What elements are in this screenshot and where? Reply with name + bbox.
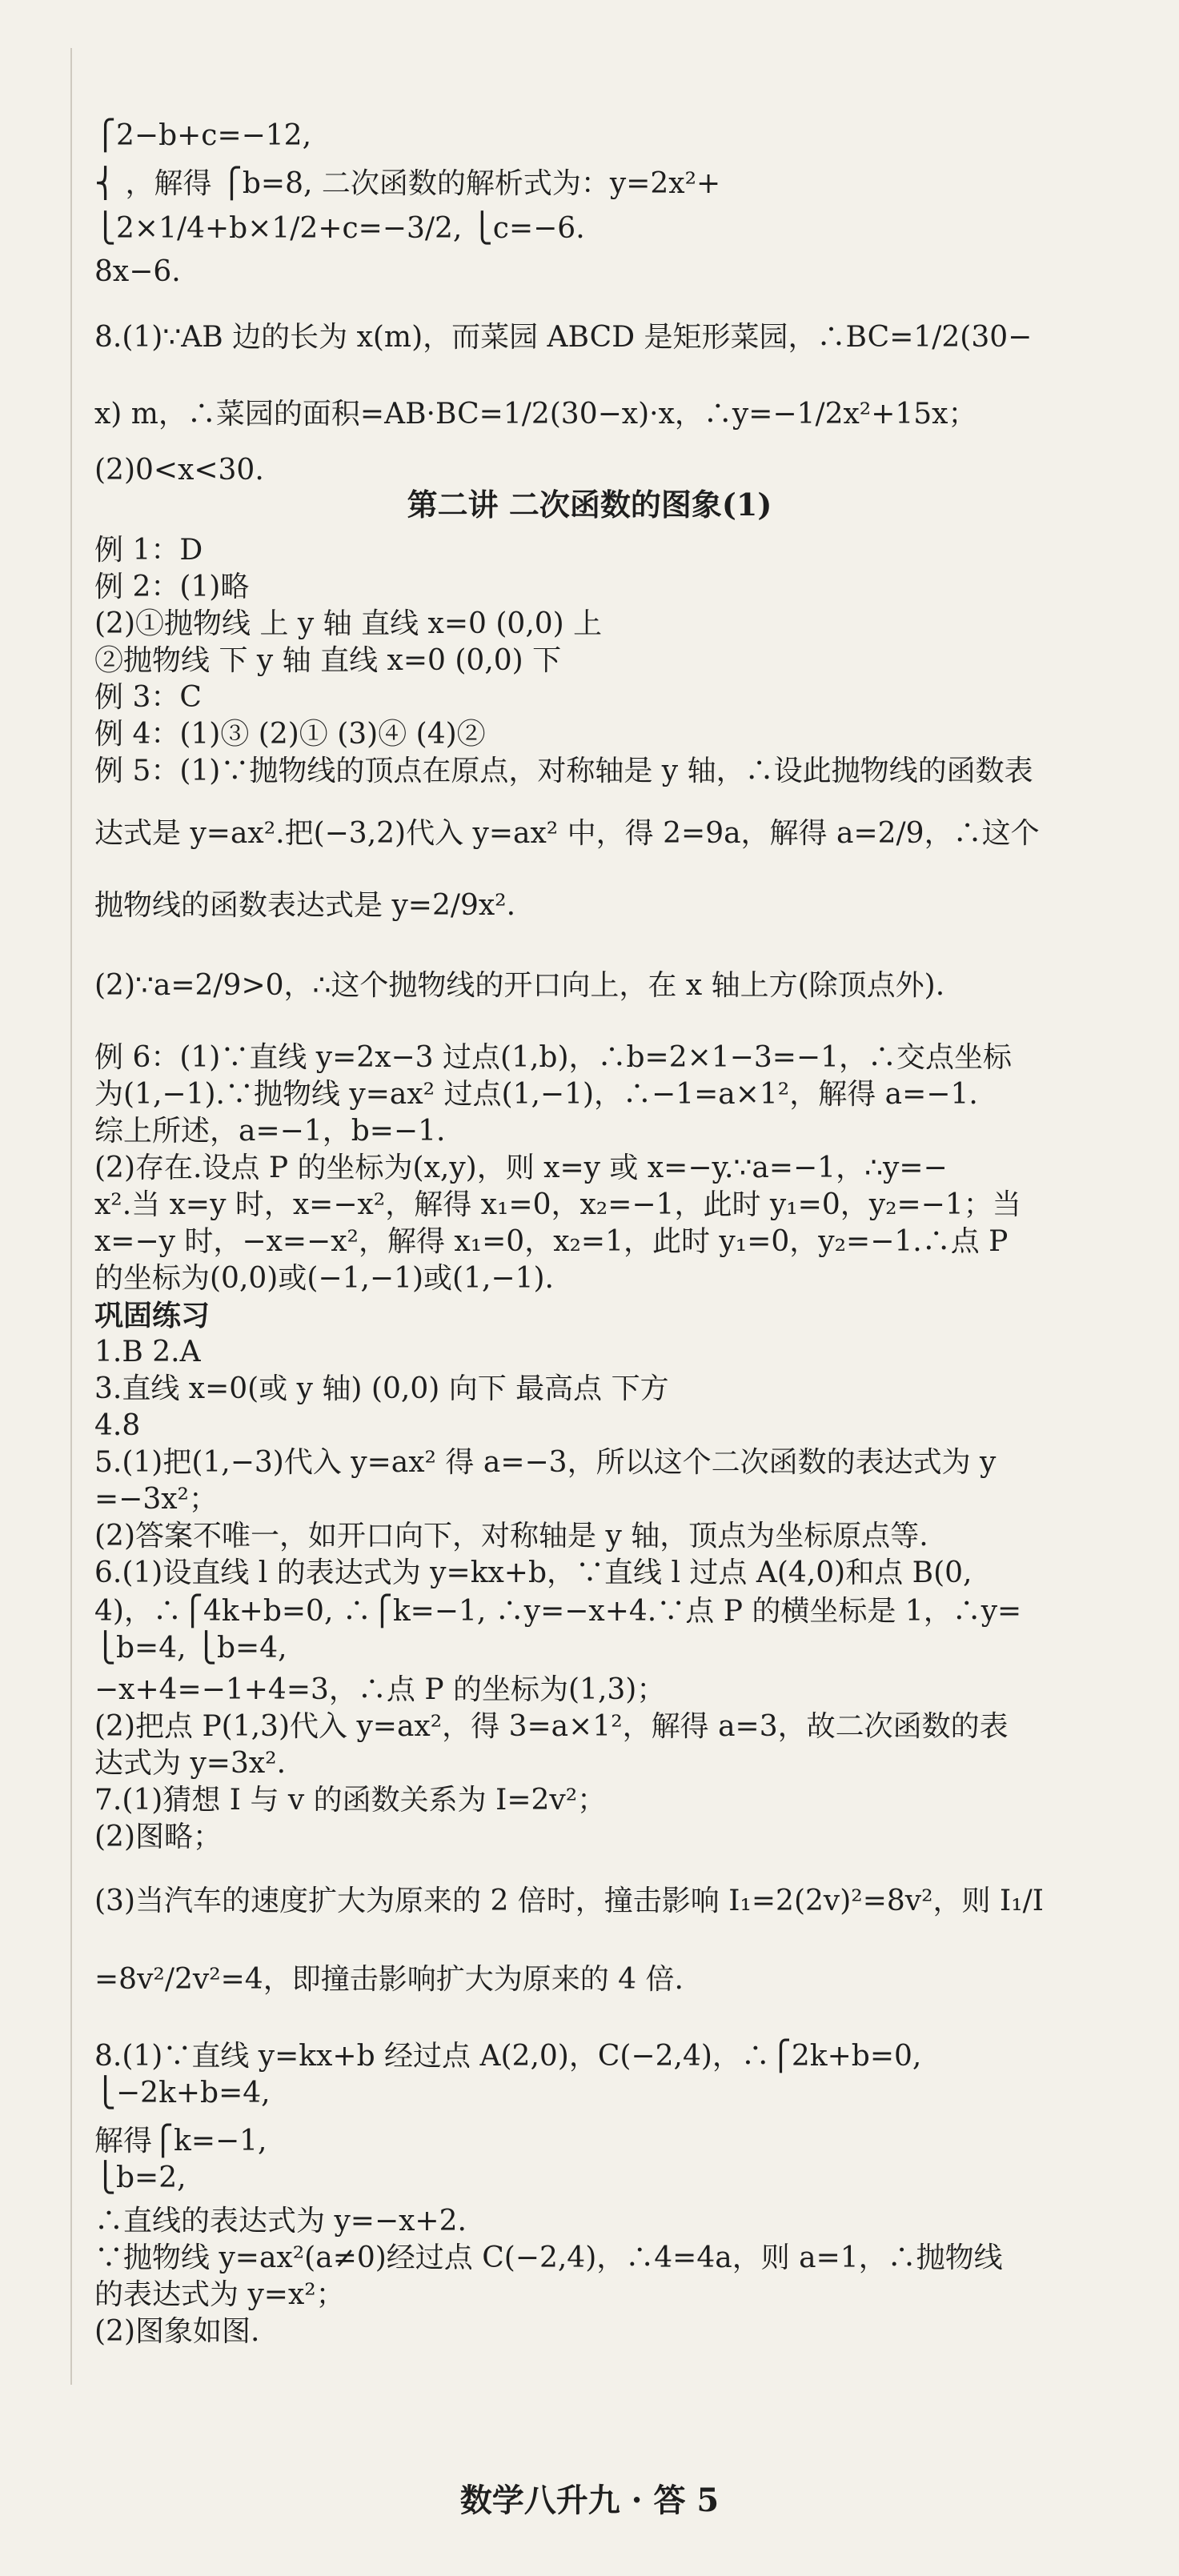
answer-line: 的表达式为 y=x²； xyxy=(94,2278,345,2311)
answer-line: 解得⎧k=−1, xyxy=(94,2125,267,2157)
answer-line: ⎨ ，解得 ⎧b=8, 二次函数的解析式为：y=2x²+ xyxy=(94,167,721,200)
answer-line: (2)存在.设点 P 的坐标为(x,y)，则 x=y 或 x=−y.∵a=−1，∴y=− xyxy=(94,1152,948,1184)
answer-line: ⎩−2k+b=4, xyxy=(94,2077,271,2109)
answer-line: x².当 x=y 时，x=−x²，解得 x₁=0，x₂=−1，此时 y₁=0，y₂=−1；当 xyxy=(94,1188,1021,1221)
answer-line: (2)图象如图. xyxy=(94,2315,260,2348)
answer-line: (2)∵a=2/9>0，∴这个抛物线的开口向上，在 x 轴上方(除顶点外). xyxy=(94,969,945,1002)
answer-line: (2)图略； xyxy=(94,1821,222,1853)
answer-line: 8.(1)∵直线 y=kx+b 经过点 A(2,0)，C(−2,4)，∴⎧2k+b=0, xyxy=(94,2040,922,2073)
answer-line: ∴直线的表达式为 y=−x+2. xyxy=(94,2205,467,2237)
answer-line: =8v²/2v²=4，即撞击影响扩大为原来的 4 倍. xyxy=(94,1963,684,1996)
answer-line: 抛物线的函数表达式是 y=2/9x². xyxy=(94,889,516,922)
answer-line: x=−y 时，−x=−x²，解得 x₁=0，x₂=1，此时 y₁=0，y₂=−1.∴点 P xyxy=(94,1225,1009,1258)
answer-line: ⎩b=2, xyxy=(94,2161,186,2194)
answer-line: 达式是 y=ax².把(−3,2)代入 y=ax² 中，得 2=9a，解得 a=2/9，∴这个 xyxy=(94,817,1040,850)
answer-line: ⎧2−b+c=−12, xyxy=(94,119,312,152)
answer-line: =−3x²； xyxy=(94,1483,218,1516)
answer-line: (2)0<x<30. xyxy=(94,454,264,487)
answer-line: (2)①抛物线 上 y 轴 直线 x=0 (0,0) 上 xyxy=(94,607,603,640)
answer-line: −x+4=−1+4=3，∴点 P 的坐标为(1,3)； xyxy=(94,1673,666,1706)
answer-line: 例 4：(1)③ (2)① (3)④ (4)② xyxy=(94,718,486,751)
answer-line: 1.B 2.A xyxy=(94,1336,201,1368)
answer-line: 4.8 xyxy=(94,1409,141,1442)
answer-line: ∵抛物线 y=ax²(a≠0)经过点 C(−2,4)，∴4=4a，则 a=1，∴抛物线 xyxy=(94,2241,1003,2274)
answer-line: 达式为 y=3x². xyxy=(94,1747,287,1780)
answer-line: ⎩b=4, ⎩b=4, xyxy=(94,1632,287,1665)
answer-line: 例 5：(1)∵抛物线的顶点在原点，对称轴是 y 轴，∴设此抛物线的函数表 xyxy=(94,755,1033,787)
answer-line: 综上所述，a=−1，b=−1. xyxy=(94,1115,446,1148)
section-title: 第二讲 二次函数的图象(1) xyxy=(407,487,772,523)
page-footer: 数学八升九 · 答 5 xyxy=(459,2482,720,2519)
answer-line: 为(1,−1).∵抛物线 y=ax² 过点(1,−1)，∴−1=a×1²，解得 a=−1. xyxy=(94,1078,978,1111)
answer-line: (3)当汽车的速度扩大为原来的 2 倍时，撞击影响 I₁=2(2v)²=8v²，则 I₁/I xyxy=(94,1885,1044,1917)
answer-line: ②抛物线 下 y 轴 直线 x=0 (0,0) 下 xyxy=(94,644,562,677)
answer-line: 5.(1)把(1,−3)代入 y=ax² 得 a=−3，所以这个二次函数的表达式为 y xyxy=(94,1446,997,1479)
answer-line: 8.(1)∵AB 边的长为 x(m)，而菜园 ABCD 是矩形菜园，∴BC=1/2(30− xyxy=(94,321,1033,354)
answer-line: 3.直线 x=0(或 y 轴) (0,0) 向下 最高点 下方 xyxy=(94,1372,669,1405)
answer-line: ⎩2×1/4+b×1/2+c=−3/2, ⎩c=−6. xyxy=(94,212,585,245)
answer-line: 例 6：(1)∵直线 y=2x−3 过点(1,b)，∴b=2×1−3=−1，∴交点坐标 xyxy=(94,1041,1012,1074)
answer-line: 巩固练习 xyxy=(94,1299,211,1332)
answer-line: 8x−6. xyxy=(94,255,181,288)
answer-line: 例 1：D xyxy=(94,534,203,567)
margin-rule xyxy=(70,48,72,2385)
answer-line: 6.(1)设直线 l 的表达式为 y=kx+b，∵直线 l 过点 A(4,0)和点 B(0, xyxy=(94,1556,972,1589)
answer-line: 的坐标为(0,0)或(−1,−1)或(1,−1). xyxy=(94,1262,554,1295)
answer-line: 4)，∴⎧4k+b=0, ∴⎧k=−1, ∴y=−x+4.∵点 P 的横坐标是 1，∴y= xyxy=(94,1595,1022,1628)
answer-line: (2)把点 P(1,3)代入 y=ax²，得 3=a×1²，解得 a=3，故二次函数的表 xyxy=(94,1710,1009,1743)
answer-line: (2)答案不唯一，如开口向下，对称轴是 y 轴，顶点为坐标原点等. xyxy=(94,1520,928,1552)
answer-line: 7.(1)猜想 I 与 v 的函数关系为 I=2v²； xyxy=(94,1784,607,1817)
answer-line: x) m，∴菜园的面积=AB·BC=1/2(30−x)·x，∴y=−1/2x²+15x； xyxy=(94,398,977,431)
answer-line: 例 3：C xyxy=(94,681,202,714)
answer-line: 例 2：(1)略 xyxy=(94,571,250,603)
